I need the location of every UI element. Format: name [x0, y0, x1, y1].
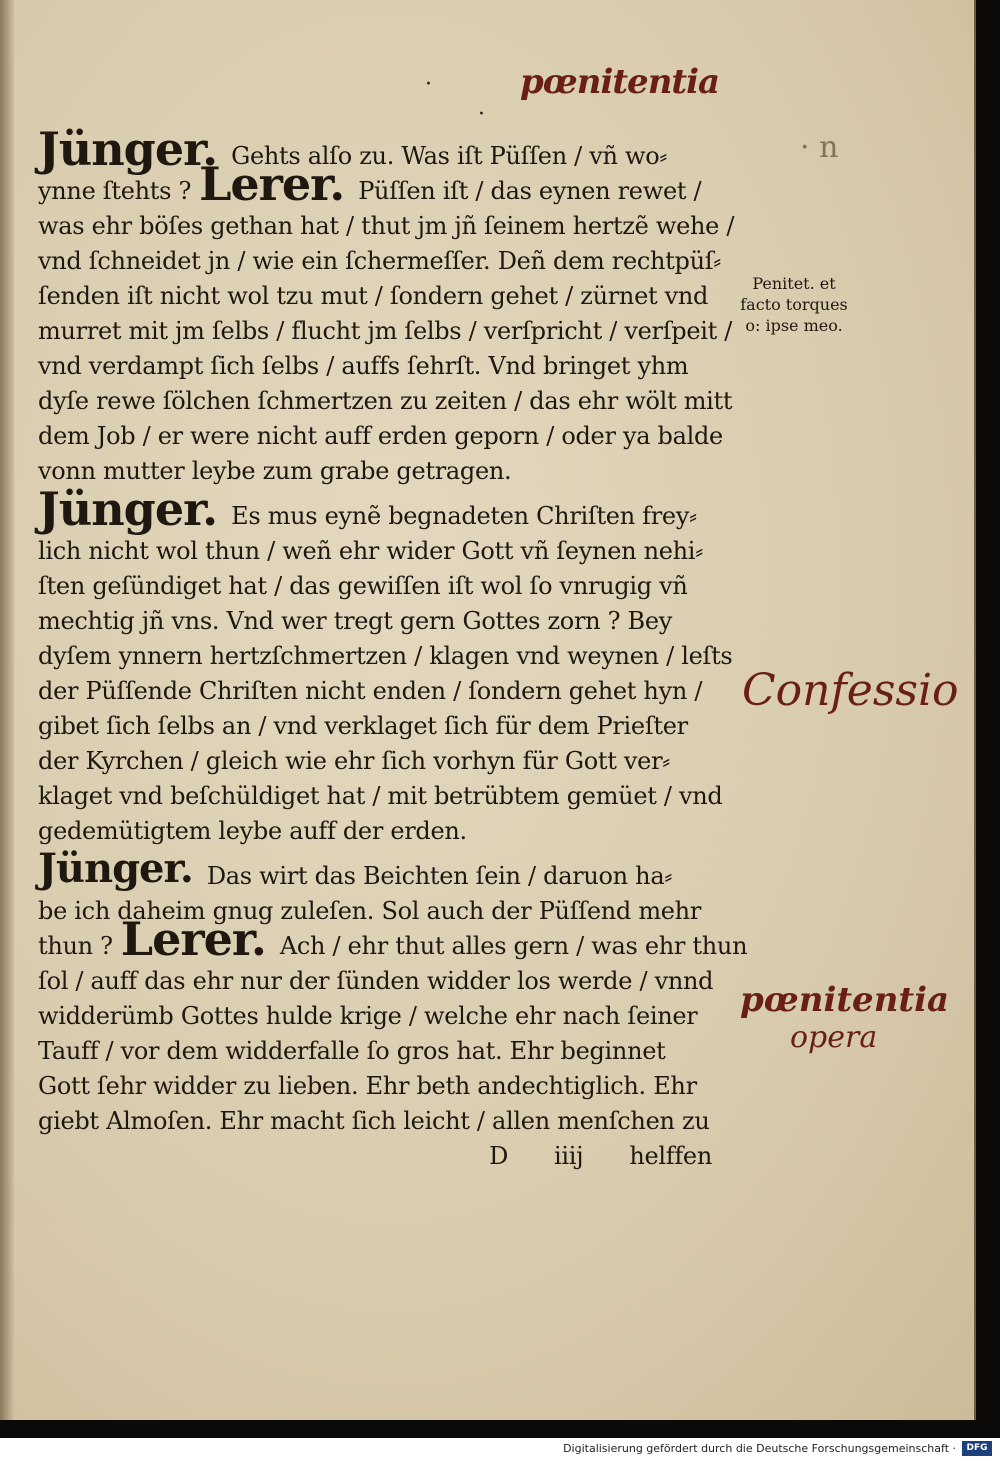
text-line: Jünger. Gehts alſo zu. Was iſt Püſſen / vñ wo⸗	[38, 122, 668, 176]
text-line: Tauff / vor dem widderfalle ſo gros hat. Ehr beginnet	[38, 1037, 666, 1065]
text-line: der Kyrchen / gleich wie ehr ſich vorhyn für Gott ver⸗	[38, 747, 670, 775]
text-line: dyſem ynnern hertzſchmertzen / klagen vnd weynen / leſts	[38, 642, 733, 670]
text-line: gedemütigtem leybe auff der erden.	[38, 817, 467, 845]
text-line: dem Job / er were nicht auff erden geporn / oder ya balde	[38, 422, 723, 450]
folio-number: iiij	[554, 1142, 584, 1170]
text-line: vnd ſchneidet jn / wie ein ſchermeſſer. Deñ dem rechtpüſ⸗	[38, 247, 722, 275]
text-line: gibet ſich ſelbs an / vnd verklaget ſich für dem Prieſter	[38, 712, 688, 740]
text-line: be ich daheim gnug zuleſen. Sol auch der Püſſend mehr	[38, 897, 702, 925]
page-gutter	[0, 0, 14, 1420]
text-line: ynne ſtehts ? Lerer. Püſſen iſt / das eynen rewet /	[38, 157, 702, 211]
text-line: ſol / auff das ehr nur der ſünden widder los werde / vnnd	[38, 967, 714, 995]
ink-smudge: ·	[425, 72, 432, 97]
text-line: der Püſſende Chriſten nicht enden / ſondern gehet hyn /	[38, 677, 703, 705]
text-line: murret mit jm ſelbs / flucht jm ſelbs / verſpricht / verſpeit /	[38, 317, 733, 345]
handwritten-poenitentia: pœnitentia	[740, 980, 950, 1020]
faded-marginal-note: · n	[800, 130, 839, 165]
text-line: lich nicht wol thun / weñ ehr wider Gott vñ ſeynen nehi⸗	[38, 537, 703, 565]
text-line: mechtig jñ vns. Vnd wer tregt gern Gottes zorn ? Bey	[38, 607, 673, 635]
catchword: helffen	[629, 1142, 712, 1170]
main-text	[38, 122, 748, 1171]
text-line: was ehr böſes gethan hat / thut jm jñ ſeinem hertzẽ wehe /	[38, 212, 735, 240]
speaker-lerer: Lerer.	[199, 157, 345, 211]
handwritten-header-note: pœnitentia	[520, 62, 720, 102]
speaker-juenger: Jünger.	[38, 845, 193, 892]
catchline	[38, 1136, 720, 1171]
text-line: ſten geſündiget hat / das gewiſſen iſt wol ſo vnrugig vñ	[38, 572, 688, 600]
text-line: vnd verdampt ſich ſelbs / auffs ſehrſt. Vnd bringet yhm	[38, 352, 689, 380]
speaker-juenger: Jünger.	[38, 122, 218, 176]
dfg-credit: Digitalisierung gefördert durch die Deutsche Forschungsgemeinschaft ·	[563, 1442, 956, 1455]
text-line: vonn mutter leybe zum grabe getragen.	[38, 457, 512, 485]
text-line: Gott ſehr widder zu lieben. Ehr beth andechtiglich. Ehr	[38, 1072, 697, 1100]
text-line: giebt Almoſen. Ehr macht ſich leicht / allen menſchen zu	[38, 1107, 710, 1135]
dfg-logo: DFG	[962, 1441, 992, 1456]
text-line: klaget vnd beſchüldiget hat / mit betrübtem gemüet / vnd	[38, 782, 723, 810]
printed-margin-note: Penitet. et facto torques o: ipse meo.	[740, 274, 848, 335]
text-line: ſenden iſt nicht wol tzu mut / ſondern gehet / zürnet vnd	[38, 282, 709, 310]
text-line: thun ? Lerer. Ach / ehr thut alles gern / was ehr thun	[38, 912, 748, 966]
text-line: Jünger. Es mus eynẽ begnadeten Chriſten frey⸗	[38, 482, 697, 536]
handwritten-confessio: Confessio	[742, 665, 959, 716]
footer-bar	[0, 1438, 1000, 1461]
text-line: dyſe rewe ſölchen ſchmertzen zu zeiten / das ehr wölt mitt	[38, 387, 733, 415]
signature-mark: D	[489, 1142, 509, 1170]
ink-smudge: ·	[478, 102, 485, 127]
speaker-juenger: Jünger.	[38, 482, 218, 536]
handwritten-opera: opera	[790, 1020, 878, 1055]
speaker-lerer: Lerer.	[120, 912, 266, 966]
text-line: Jünger. Das wirt das Beichten ſein / daruon ha⸗	[38, 845, 673, 892]
text-line: widderümb Gottes hulde krige / welche ehr nach ſeiner	[38, 1002, 698, 1030]
